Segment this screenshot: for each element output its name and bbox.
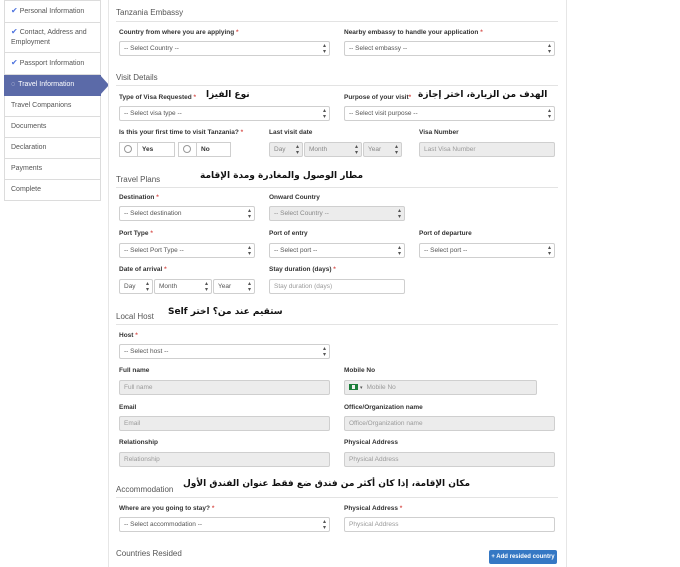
- select-arrows-icon: ▴ ▾: [322, 43, 326, 55]
- check-icon: ✔: [11, 58, 18, 67]
- select-arrows-icon: ▴ ▾: [397, 208, 401, 220]
- select-arrows-icon: ▴ ▾: [354, 144, 358, 156]
- add-resided-country-button[interactable]: + Add resided country: [489, 550, 557, 564]
- sidebar-item-complete[interactable]: [4, 180, 101, 201]
- select-arrows-icon: ▴ ▾: [394, 144, 398, 156]
- host-address-label: Physical Address: [344, 439, 398, 446]
- sidebar-item-label: Personal Information: [19, 8, 85, 15]
- annotation-visa-type: نوع الفيزا: [206, 90, 250, 100]
- arrival-month-select[interactable]: Month ▴ ▾: [154, 279, 212, 294]
- host-label: Host *: [119, 332, 138, 339]
- arrival-day-select[interactable]: Day ▴ ▾: [119, 279, 153, 294]
- nearby-embassy-select[interactable]: -- Select embassy -- ▴ ▾: [344, 41, 555, 56]
- visa-type-label: Type of Visa Requested *: [119, 94, 197, 101]
- last-visit-month-select[interactable]: Month ▴ ▾: [304, 142, 362, 157]
- mobile-input[interactable]: ▾ Mobile No: [344, 380, 537, 395]
- port-departure-select[interactable]: -- Select port -- ▴ ▾: [419, 243, 555, 258]
- select-arrows-icon: ▴ ▾: [322, 519, 326, 531]
- email-label: Email: [119, 404, 137, 411]
- first-time-label: Is this your first time to visit Tanzania? *: [119, 129, 244, 136]
- section-title-embassy: Tanzania Embassy: [116, 8, 184, 17]
- annotation-host: ستقيم عند من؟ اختر Self: [168, 307, 283, 317]
- select-arrows-icon: ▴ ▾: [547, 245, 551, 257]
- sidebar-item-payments[interactable]: [4, 159, 101, 180]
- sidebar-item-personal-information[interactable]: [4, 0, 101, 23]
- radio-icon: [183, 145, 191, 153]
- section-title-host: Local Host: [116, 312, 154, 321]
- email-input[interactable]: Email: [119, 416, 330, 431]
- first-time-yes-radio[interactable]: Yes: [119, 142, 175, 157]
- full-name-input[interactable]: Full name: [119, 380, 330, 395]
- annotation-accommodation: مكان الإقامة، إذا كان أكثر من فندق ضع فقط عنوان الفندق الأول: [183, 479, 471, 489]
- relationship-input[interactable]: Relationship: [119, 452, 330, 467]
- port-entry-select[interactable]: -- Select port -- ▴ ▾: [269, 243, 405, 258]
- country-select[interactable]: -- Select Country -- ▴ ▾: [119, 41, 330, 56]
- stay-duration-input[interactable]: Stay duration (days): [269, 279, 405, 294]
- sidebar-item-label: Passport Information: [19, 60, 85, 67]
- section-title-travel: Travel Plans: [116, 175, 161, 184]
- sidebar-item-label: Travel Information: [18, 81, 75, 88]
- visa-type-select[interactable]: -- Select visa type -- ▴ ▾: [119, 106, 330, 121]
- stay-duration-label: Stay duration (days) *: [269, 266, 336, 273]
- sidebar-item-label: Documents: [11, 123, 47, 130]
- country-label: Country from where you are applying *: [119, 29, 239, 36]
- destination-label: Destination *: [119, 194, 159, 201]
- wizard-sidebar: [4, 0, 101, 201]
- caret-down-icon: ▾: [360, 385, 363, 391]
- select-arrows-icon: ▴ ▾: [247, 281, 251, 293]
- arrival-year-select[interactable]: Year ▴ ▾: [213, 279, 255, 294]
- select-arrows-icon: ▴ ▾: [247, 245, 251, 257]
- accommodation-address-label: Physical Address *: [344, 505, 403, 512]
- last-visit-day-select[interactable]: Day ▴ ▾: [269, 142, 303, 157]
- first-time-no-radio[interactable]: No: [178, 142, 231, 157]
- relationship-label: Relationship: [119, 439, 159, 446]
- purpose-select[interactable]: -- Select visit purpose -- ▴ ▾: [344, 106, 555, 121]
- select-arrows-icon: ▴ ▾: [322, 346, 326, 358]
- annotation-purpose: الهدف من الزيارة، اختر إجازة: [418, 90, 548, 100]
- check-icon: ✔: [11, 6, 18, 15]
- sidebar-item-label: Travel Companions: [11, 102, 72, 109]
- select-arrows-icon: ▴ ▾: [295, 144, 299, 156]
- sidebar-item-passport-information[interactable]: [4, 53, 101, 75]
- divider: [116, 85, 558, 86]
- destination-select[interactable]: -- Select destination ▴ ▾: [119, 206, 255, 221]
- nearby-embassy-label: Nearby embassy to handle your application *: [344, 29, 483, 36]
- accommodation-select[interactable]: -- Select accommodation -- ▴ ▾: [119, 517, 330, 532]
- office-label: Office/Organization name: [344, 404, 423, 411]
- check-icon: ✔: [11, 27, 18, 36]
- sidebar-item-contact-address[interactable]: [4, 23, 101, 53]
- port-departure-label: Port of departure: [419, 230, 472, 237]
- host-address-input[interactable]: Physical Address: [344, 452, 555, 467]
- full-name-label: Full name: [119, 367, 150, 374]
- mobile-label: Mobile No: [344, 367, 376, 374]
- accommodation-label: Where are you going to stay? *: [119, 505, 215, 512]
- last-visit-year-select[interactable]: Year ▴ ▾: [363, 142, 402, 157]
- onward-country-select[interactable]: -- Select Country -- ▴ ▾: [269, 206, 405, 221]
- onward-country-label: Onward Country: [269, 194, 320, 201]
- divider: [116, 21, 558, 22]
- select-arrows-icon: ▴ ▾: [547, 43, 551, 55]
- sidebar-item-label: Complete: [11, 186, 41, 193]
- divider: [116, 187, 558, 188]
- select-arrows-icon: ▴ ▾: [247, 208, 251, 220]
- port-type-label: Port Type *: [119, 230, 153, 237]
- purpose-label: Purpose of your visit*: [344, 94, 412, 101]
- radio-icon: [124, 145, 132, 153]
- select-arrows-icon: ▴ ▾: [322, 108, 326, 120]
- flag-icon: [349, 384, 358, 390]
- select-arrows-icon: ▴ ▾: [397, 245, 401, 257]
- sidebar-item-declaration[interactable]: [4, 138, 101, 159]
- annotation-airport: مطار الوصول والمغادرة ومدة الإقامة: [200, 171, 364, 181]
- office-input[interactable]: Office/Organization name: [344, 416, 555, 431]
- select-arrows-icon: ▴ ▾: [547, 108, 551, 120]
- select-arrows-icon: ▴ ▾: [145, 281, 149, 293]
- sidebar-item-travel-companions[interactable]: [4, 96, 101, 117]
- visa-number-label: Visa Number: [419, 129, 459, 136]
- divider: [116, 497, 558, 498]
- visa-number-input[interactable]: Last Visa Number: [419, 142, 555, 157]
- select-arrows-icon: ▴ ▾: [204, 281, 208, 293]
- accommodation-address-input[interactable]: Physical Address: [344, 517, 555, 532]
- sidebar-item-label: Payments: [11, 165, 43, 172]
- section-title-countries: Countries Resided: [116, 549, 182, 558]
- divider: [116, 324, 558, 325]
- sidebar-item-label: Declaration: [11, 144, 47, 151]
- sidebar-item-travel-information[interactable]: [4, 75, 101, 96]
- section-title-visit: Visit Details: [116, 73, 158, 82]
- sidebar-item-label: Contact, Address and Employment: [11, 29, 87, 46]
- port-type-select[interactable]: -- Select Port Type -- ▴ ▾: [119, 243, 255, 258]
- arrival-date-label: Date of arrival *: [119, 266, 167, 273]
- section-title-accommodation: Accommodation: [116, 485, 174, 494]
- last-visit-label: Last visit date: [269, 129, 313, 136]
- spinner-icon: ◌: [11, 81, 16, 88]
- host-select[interactable]: -- Select host -- ▴ ▾: [119, 344, 330, 359]
- sidebar-item-documents[interactable]: [4, 117, 101, 138]
- port-entry-label: Port of entry: [269, 230, 308, 237]
